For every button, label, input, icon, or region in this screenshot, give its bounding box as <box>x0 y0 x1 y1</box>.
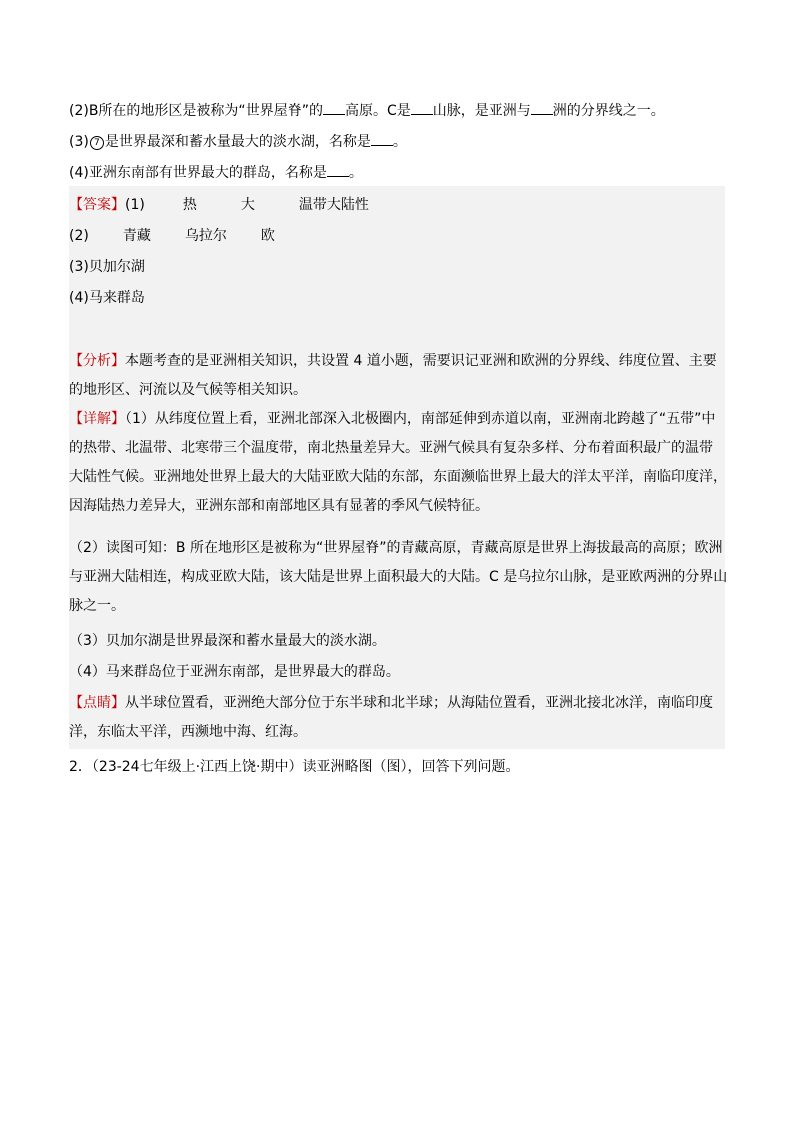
detail-tag: 【详解】 <box>69 411 125 427</box>
question-line-2 <box>69 100 729 121</box>
answer-line-4 <box>69 288 729 308</box>
answer-2-item: 乌拉尔 <box>184 228 227 244</box>
analysis-text-line: 的地形区、河流以及气候等相关知识。 <box>69 382 307 398</box>
answer-2-number: (2) <box>69 228 89 244</box>
circled-number-marker: 7 <box>90 136 104 150</box>
detail-text-line: 与亚洲大陆相连，构成亚欧大陆，该大陆是世界上面积最大的大陆。C 是乌拉尔山脉，是亚欧两洲的分界山 <box>69 569 728 585</box>
answer-1-item: 大 <box>240 197 255 213</box>
q2-text-mid2: 山脉，是亚洲与 <box>432 103 531 119</box>
q3-text-pre: (3) <box>69 134 89 150</box>
answer-line-3 <box>69 257 729 277</box>
question-2-heading: 2．（23-24七年级上·江西上饶·期中）读亚洲略图（图），回答下列问题。 <box>69 759 520 775</box>
question-line-4 <box>69 162 729 183</box>
detail-paragraph-4 <box>69 658 731 687</box>
detail-text-line: （1）从纬度位置上看，亚洲北部深入北极圈内，南部延伸到赤道以南，亚洲南北跨越了“五带”中 <box>125 411 716 427</box>
answer-3-text: (3)贝加尔湖 <box>69 259 145 275</box>
answer-blank <box>531 100 553 115</box>
detail-text-line: （2）读图可知：B 所在地形区是被称为“世界屋脊”的青藏高原，青藏高原是世界上海拔最高的高原；欧洲 <box>69 540 723 556</box>
tip-text-line: 洋，东临太平洋，西濒地中海、红海。 <box>69 724 307 740</box>
detail-text-line: 因海陆热力差异大，亚洲东部和南部地区具有显著的季风气候特征。 <box>69 498 489 514</box>
tip-text-line: 从半球位置看，亚洲绝大部分位于东半球和北半球；从海陆位置看，亚洲北接北冰洋，南临印度 <box>125 695 713 711</box>
q2-text-post: 洲的分界线之一。 <box>552 103 665 119</box>
answer-line-2 <box>69 226 729 246</box>
answer-2-item: 青藏 <box>122 228 151 244</box>
answer-2-item: 欧 <box>260 228 275 244</box>
answer-blank <box>371 131 393 146</box>
analysis-text-line: 本题考查的是亚洲相关知识，共设置 4 道小题，需要识记亚洲和欧洲的分界线、纬度位置、主要 <box>125 353 717 369</box>
answer-tag: 【答案】 <box>69 197 125 213</box>
q4-text-pre: (4)亚洲东南部有世界最大的群岛，名称是 <box>69 165 327 181</box>
analysis-tag: 【分析】 <box>69 353 125 369</box>
answer-blank <box>327 162 349 177</box>
answer-blank <box>411 100 433 115</box>
answer-1-item: 温带大陆性 <box>298 197 369 213</box>
tip-paragraph <box>69 689 731 747</box>
q3-text-mid: 是世界最深和蓄水量最大的淡水湖，名称是 <box>104 134 371 150</box>
answer-blank <box>323 100 345 115</box>
answer-1-item: 热 <box>182 197 197 213</box>
detail-paragraph-2 <box>69 534 731 621</box>
answer-4-text: (4)马来群岛 <box>69 290 145 306</box>
tip-tag: 【点睛】 <box>69 695 125 711</box>
analysis-paragraph <box>69 347 731 405</box>
detail-text-line: （4）马来群岛位于亚洲东南部，是世界最大的群岛。 <box>69 664 400 680</box>
detail-text-line: （3）贝加尔湖是世界最深和蓄水量最大的淡水湖。 <box>69 633 386 649</box>
q3-text-post: 。 <box>392 134 407 150</box>
answer-1-number: (1) <box>125 197 145 213</box>
q2-text-pre: (2)B所在的地形区是被称为“世界屋脊”的 <box>69 103 323 119</box>
detail-text-line: 的热带、北温带、北寒带三个温度带，南北热量差异大。亚洲气候具有复杂多样、分布着面积最广的温带 <box>69 440 713 456</box>
detail-text-line: 大陆性气候。亚洲地处世界上最大的大陆亚欧大陆的东部，东面濒临世界上最大的洋太平洋，南临印度洋， <box>69 469 727 485</box>
q2-text-mid1: 高原。C是 <box>344 103 411 119</box>
answer-line-1 <box>69 195 729 215</box>
detail-text-line: 脉之一。 <box>69 598 125 614</box>
q4-text-post: 。 <box>348 165 363 181</box>
detail-paragraph-1 <box>69 405 731 521</box>
detail-paragraph-3 <box>69 627 731 656</box>
question-line-3 <box>69 131 729 152</box>
